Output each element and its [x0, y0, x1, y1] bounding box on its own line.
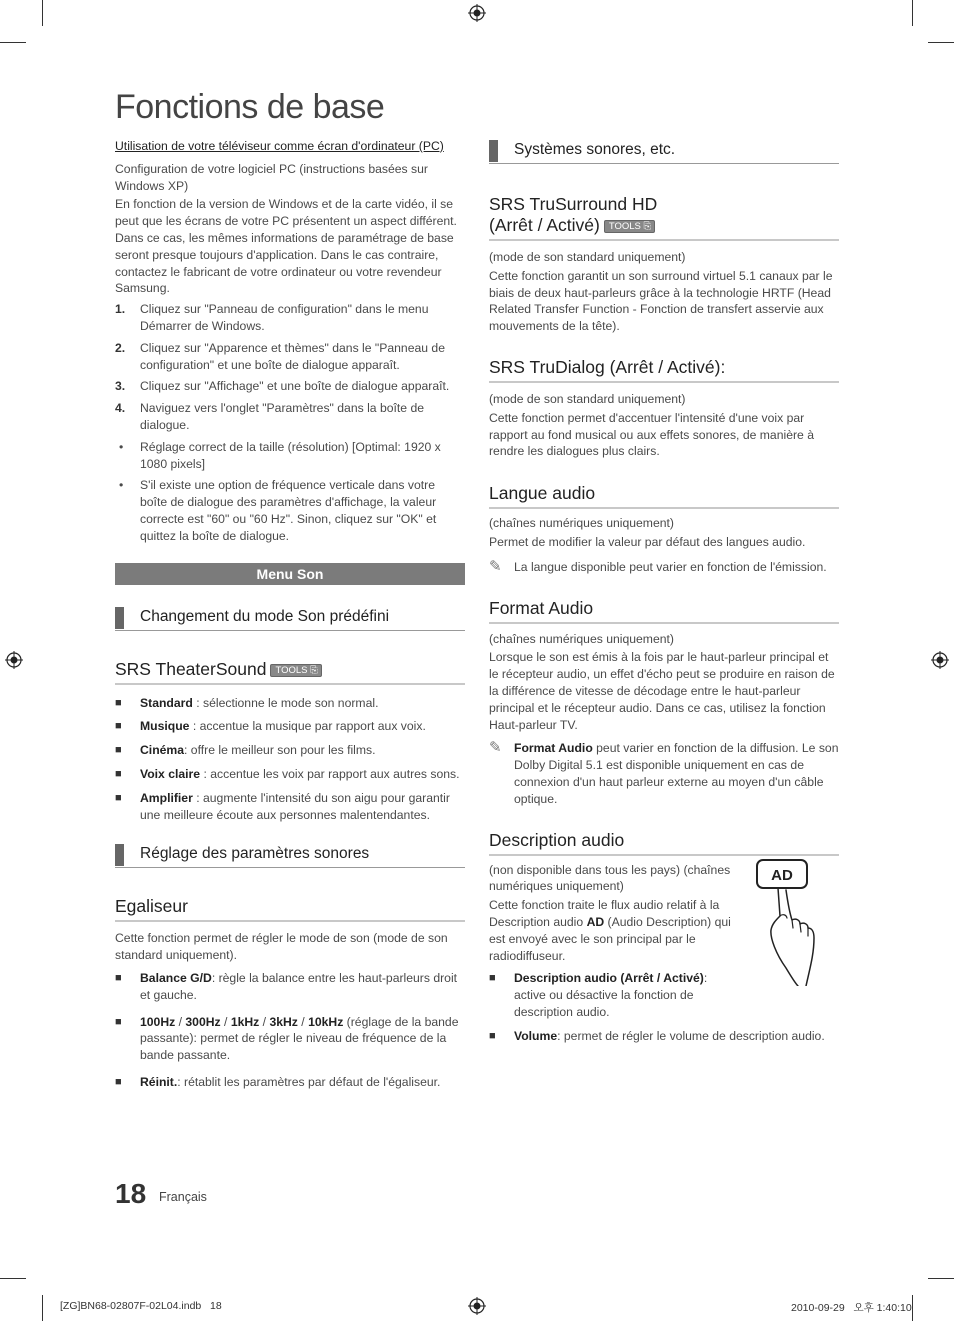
square-bullet-icon: ■: [115, 720, 122, 733]
section-heading-trusurround: SRS TruSurround HD (Arrêt / Activé) TOOLS ⎘: [489, 194, 839, 241]
list-item: ■ Volume: permet de régler le volume de description audio.: [489, 1028, 825, 1043]
registration-mark-icon: [468, 1297, 486, 1315]
pc-steps-list: [115, 301, 465, 434]
langue-note: ✎ La langue disponible peut varier en fonction de l'émission.: [489, 557, 827, 575]
square-bullet-icon: ■: [115, 744, 122, 757]
list-item: 3. Cliquez sur "Affichage" et une boîte de dialogue apparaît.: [115, 379, 450, 394]
egaliseur-options-list: [115, 970, 465, 1091]
trusurround-mode: (mode de son standard uniquement): [489, 250, 686, 264]
section-heading-trudialog: SRS TruDialog (Arrêt / Activé):: [489, 357, 839, 383]
list-item: ■ Cinéma: offre le meilleur son pour les films.: [115, 743, 376, 758]
description-text: Cette fonction traite le flux audio relatif à la Description audio AD (Audio Description) qui est envoyé avec le son principal par le radiodiffuseur.: [489, 898, 731, 963]
registration-mark-icon: [5, 651, 23, 669]
format-note: ✎ Format Audio peut varier en fonction de la diffusion. Le son Dolby Digital 5.1 est disponible uniquement en cas de connexion d'un haut parleur externe au moyen d'un câble optique.: [489, 739, 839, 806]
print-slug-file: [ZG]BN68-02807F-02L04.indb 18: [60, 1300, 222, 1312]
list-item: ■ Réinit.: rétablit les paramètres par défaut de l'égaliseur.: [115, 1074, 441, 1089]
menu-son-bar: Menu Son: [115, 563, 465, 585]
subsection-heading-sound-systems: Systèmes sonores, etc.: [489, 140, 839, 164]
tools-icon: TOOLS ⎘: [604, 220, 655, 233]
pc-intro: Configuration de votre logiciel PC (instructions basées sur Windows XP): [115, 161, 428, 193]
description-options-list: [489, 970, 734, 1020]
trudialog-mode: (mode de son standard uniquement): [489, 391, 686, 406]
langue-description: Permet de modifier la valeur par défaut des langues audio.: [489, 534, 806, 549]
list-item: ■ Musique : accentue la musique par rapport aux voix.: [115, 719, 426, 734]
note-icon: ✎: [489, 739, 502, 757]
list-item: 4. Naviguez vers l'onglet "Paramètres" dans la boîte de dialogue.: [115, 401, 424, 432]
square-bullet-icon: ■: [115, 971, 122, 984]
list-item: 1. Cliquez sur "Panneau de configuration" dans le menu Démarrer de Windows.: [115, 302, 429, 333]
pc-bullets-list: [115, 439, 465, 545]
theatersound-options-list: [115, 695, 465, 824]
section-heading-langue-audio: Langue audio: [489, 483, 839, 509]
format-mode: (chaînes numériques uniquement): [489, 631, 674, 646]
square-bullet-icon: ■: [115, 1015, 122, 1028]
section-heading-description-audio: Description audio: [489, 830, 839, 856]
subsection-heading-sound-settings: Réglage des paramètres sonores: [115, 844, 465, 868]
format-description: Lorsque le son est émis à la fois par le haut-parleur principal et le récepteur audio, un effet d'écho peut se produire en raison de la différence de vitesse de décodage entre le haut-parleur principal et le récepteur audio. Dans ce cas, utilisez la fonction Haut-parleur TV.: [489, 650, 835, 732]
list-item: ■ Amplifier : augmente l'intensité du son aigu pour garantir une meilleure écoute aux personnes malentendantes.: [115, 790, 450, 822]
square-bullet-icon: ■: [115, 696, 122, 709]
registration-mark-icon: [931, 651, 949, 669]
pc-description: En fonction de la version de Windows et de la carte vidéo, il se peut que les écrans de votre PC présentent un aspect différent. Dans ce cas, les mêmes informations de paramétrage de base seront presque toujours d'application. Dans le cas contraire, contactez le fabricant de votre ordinateur ou votre revendeur Samsung.: [115, 197, 457, 296]
left-column: [115, 138, 465, 1098]
section-heading-egaliseur: Egaliseur: [115, 896, 465, 922]
tools-icon: TOOLS ⎘: [270, 664, 321, 677]
square-bullet-icon: ■: [115, 767, 122, 780]
list-item: ■ 100Hz / 300Hz / 1kHz / 3kHz / 10kHz (réglage de la bande passante): permet de régler le niveau de fréquence de la bande passante.: [115, 1014, 459, 1063]
egaliseur-description: Cette fonction permet de régler le mode de son (mode de son standard uniquement).: [115, 931, 448, 963]
description-mode: (non disponible dans tous les pays) (chaînes numériques uniquement): [489, 862, 731, 894]
pc-section-heading: Utilisation de votre téléviseur comme écran d'ordinateur (PC): [115, 139, 444, 153]
section-heading-srs-theatersound: SRS TheaterSound TOOLS ⎘: [115, 659, 465, 685]
subsection-heading-sound-mode: Changement du mode Son prédéfini: [115, 607, 465, 631]
list-item: • Réglage correct de la taille (résolution) [Optimal: 1920 x 1080 pixels]: [119, 439, 441, 471]
page-number: 18: [115, 1178, 147, 1209]
description-options-list-2: [489, 1028, 839, 1045]
list-item: ■ Balance G/D: règle la balance entre les haut-parleurs droit et gauche.: [115, 970, 458, 1002]
list-item: 2. Cliquez sur "Apparence et thèmes" dans le "Panneau de configuration" et une boîte de dialogue apparaît.: [115, 340, 445, 372]
list-item: • S'il existe une option de fréquence verticale dans votre boîte de dialogue des paramètres d'affichage, la valeur correcte est "60" ou "60 Hz". Sinon, cliquez sur "OK" et quittez la boîte de dialogue.: [119, 478, 437, 543]
ad-button-hand-illustration: [756, 858, 818, 986]
note-icon: ✎: [489, 557, 502, 575]
square-bullet-icon: ■: [489, 972, 496, 985]
langue-mode: (chaînes numériques uniquement): [489, 516, 674, 531]
section-heading-format-audio: Format Audio: [489, 598, 839, 624]
trudialog-description: Cette fonction permet d'accentuer l'intensité d'une voix par rapport au fond musical ou aux effets sonores, de manière à rendre les dialogues plus clairs.: [489, 410, 814, 459]
square-bullet-icon: ■: [489, 1029, 496, 1042]
page-language: Français: [159, 1190, 207, 1204]
list-item: ■ Voix claire : accentue les voix par rapport aux autres sons.: [115, 766, 460, 781]
list-item: ■ Standard : sélectionne le mode son normal.: [115, 695, 379, 710]
list-item: ■ Description audio (Arrêt / Activé): active ou désactive la fonction de description audio.: [489, 971, 708, 1019]
trusurround-description: Cette fonction garantit un son surround virtuel 5.1 canaux par le biais de deux haut-parleurs grâce à la technologie HRTF (Head Related Transfer Function - Fonction de transfert asservie aux mouvements de la tête).: [489, 268, 833, 334]
square-bullet-icon: ■: [115, 791, 122, 804]
print-slug-date: 2010-09-29 오후 1:40:10: [791, 1302, 912, 1314]
registration-mark-icon: [468, 4, 486, 22]
page-title: Fonctions de base: [115, 88, 385, 126]
square-bullet-icon: ■: [115, 1075, 122, 1088]
ad-button-label: AD: [771, 867, 793, 884]
